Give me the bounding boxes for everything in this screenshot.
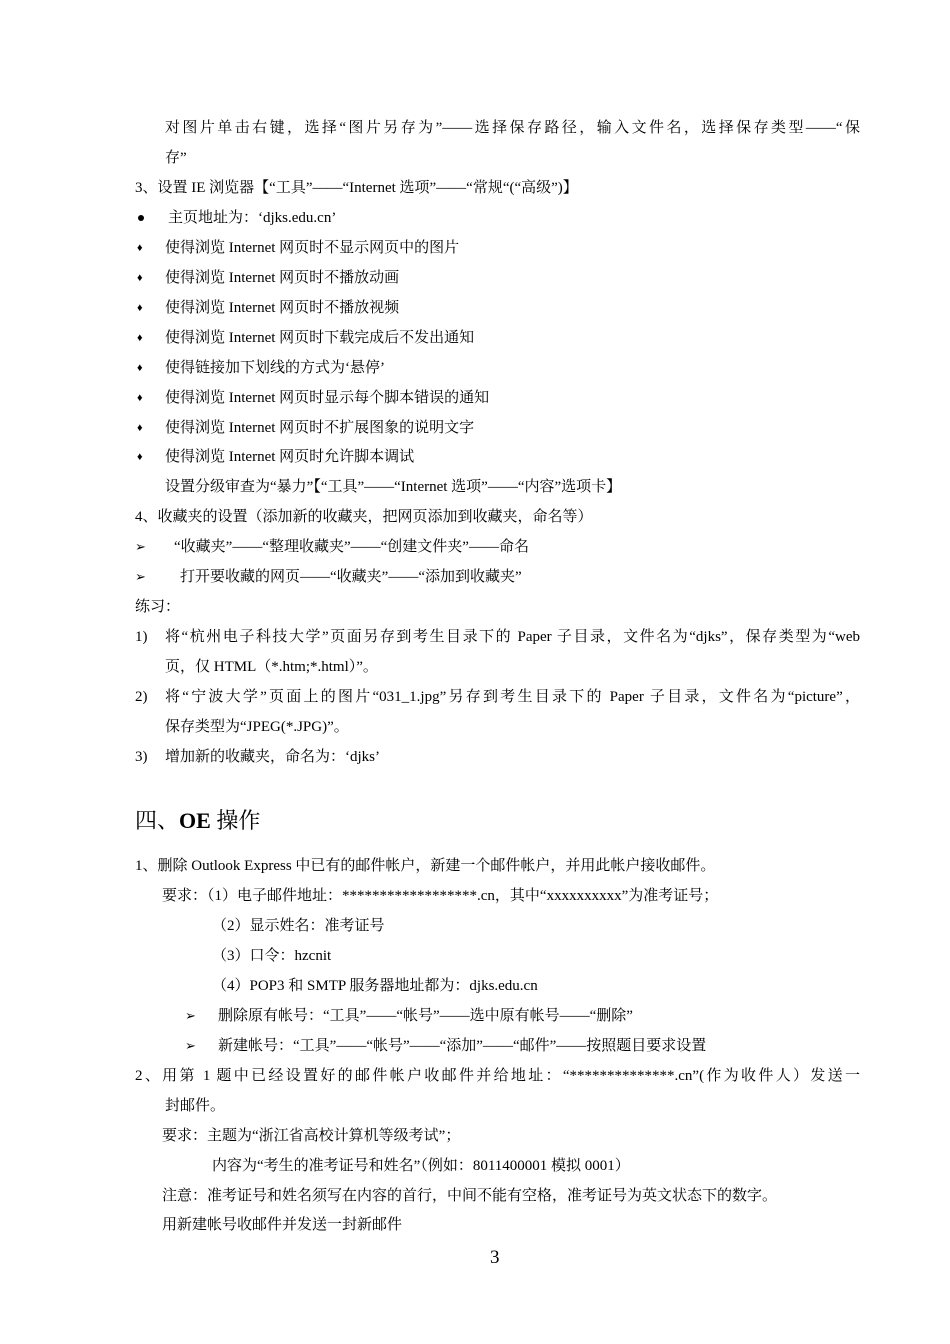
- exercise-label: 练习：: [135, 599, 181, 615]
- exercise-text: 页，仅 HTML（*.htm;*.html）”。: [165, 659, 378, 675]
- list-item: 使得浏览 Internet 网页时显示每个脚本错误的通知: [165, 390, 490, 406]
- diamond-bullet-icon: ♦: [137, 392, 143, 404]
- question-2: 2、用第 1 题中已经设置好的邮件帐户收邮件并给地址：“**************.cn”(作为收件人）发送一: [135, 1068, 860, 1084]
- diamond-bullet-icon: ♦: [137, 332, 143, 344]
- bullet-dot-icon: [138, 215, 144, 221]
- list-item: 使得浏览 Internet 网页时不扩展图象的说明文字: [165, 420, 475, 436]
- note-line: 注意：准考证号和姓名须写在内容的首行，中间不能有空格，准考证号为英文状态下的数字。: [162, 1188, 778, 1204]
- heading-item-3: 3、设置 IE 浏览器【“工具”——“Internet 选项”——“常规“(“高级”)】: [135, 180, 578, 196]
- requirement-line: 内容为“考生的准考证号和姓名”（例如：8011400001 模拟 0001）: [212, 1158, 630, 1174]
- arrow-bullet-icon: ➢: [185, 1038, 196, 1053]
- requirement-line: （3）口令：hzcnit: [212, 948, 332, 964]
- list-item: 使得链接加下划线的方式为‘悬停’: [165, 360, 385, 376]
- text-line: 存”: [165, 150, 187, 166]
- arrow-bullet-icon: ➢: [185, 1008, 196, 1023]
- list-item: 使得浏览 Internet 网页时不播放动画: [165, 270, 400, 286]
- diamond-bullet-icon: ♦: [137, 451, 143, 463]
- exercise-text: 将“杭州电子科技大学”页面另存到考生目录下的 Paper 子目录，文件名为“djks”，保存类型为“web: [165, 629, 860, 645]
- exercise-text: 增加新的收藏夹，命名为：‘djks’: [165, 749, 380, 765]
- text-line: 对图片单击右键，选择“图片另存为”——选择保存路径，输入文件名，选择保存类型——“保: [165, 120, 860, 136]
- list-item: 使得浏览 Internet 网页时不显示网页中的图片: [165, 240, 460, 256]
- requirement-line: 要求：（1）电子邮件地址：******************.cn，其中“xxxxxxxxxx”为准考证号；: [162, 888, 719, 904]
- diamond-bullet-icon: ♦: [137, 272, 143, 284]
- list-item: 使得浏览 Internet 网页时不播放视频: [165, 300, 400, 316]
- heading-item-4: 4、收藏夹的设置（添加新的收藏夹，把网页添加到收藏夹，命名等）: [135, 509, 593, 525]
- diamond-bullet-icon: ♦: [137, 362, 143, 374]
- diamond-bullet-icon: ♦: [137, 242, 143, 254]
- text-line: 用新建帐号收邮件并发送一封新邮件: [162, 1217, 403, 1233]
- diamond-bullet-icon: ♦: [137, 422, 143, 434]
- page-number: 3: [490, 1247, 500, 1268]
- exercise-text: 保存类型为“JPEG(*.JPG)”。: [165, 719, 349, 735]
- exercise-number: 3): [135, 749, 148, 765]
- requirement-line: 要求：主题为“浙江省高校计算机等级考试”；: [162, 1128, 461, 1144]
- list-item: 新建帐号：“工具”——“帐号”——“添加”——“邮件”——按照题目要求设置: [218, 1038, 707, 1054]
- arrow-bullet-icon: ➢: [135, 539, 146, 554]
- exercise-number: 1): [135, 629, 148, 645]
- diamond-bullet-icon: ♦: [137, 302, 143, 314]
- requirement-line: （2）显示姓名：准考证号: [212, 918, 385, 934]
- text-line: 封邮件。: [165, 1098, 226, 1114]
- requirement-line: （4）POP3 和 SMTP 服务器地址都为：djks.edu.cn: [212, 978, 538, 994]
- list-item: 使得浏览 Internet 网页时下载完成后不发出通知: [165, 330, 475, 346]
- list-item: 主页地址为：‘djks.edu.cn’: [168, 210, 337, 226]
- section-title: 四、OE 操作: [135, 808, 261, 833]
- list-item: 打开要收藏的网页——“收藏夹”——“添加到收藏夹”: [180, 569, 522, 585]
- list-item: “收藏夹”——“整理收藏夹”——“创建文件夹”——命名: [174, 539, 529, 555]
- arrow-bullet-icon: ➢: [135, 569, 146, 584]
- list-item: 使得浏览 Internet 网页时允许脚本调试: [165, 449, 415, 465]
- exercise-text: 将“宁波大学”页面上的图片“031_1.jpg”另存到考生目录下的 Paper 子目录，文件名为“picture”，: [165, 689, 860, 705]
- question-1: 1、删除 Outlook Express 中已有的邮件帐户，新建一个邮件帐户，并用此帐户接收邮件。: [135, 858, 716, 874]
- exercise-number: 2): [135, 689, 148, 705]
- list-item: 删除原有帐号：“工具”——“帐号”——选中原有帐号——“删除”: [218, 1008, 633, 1024]
- text-line: 设置分级审查为“暴力”【“工具”——“Internet 选项”——“内容”选项卡】: [165, 479, 622, 495]
